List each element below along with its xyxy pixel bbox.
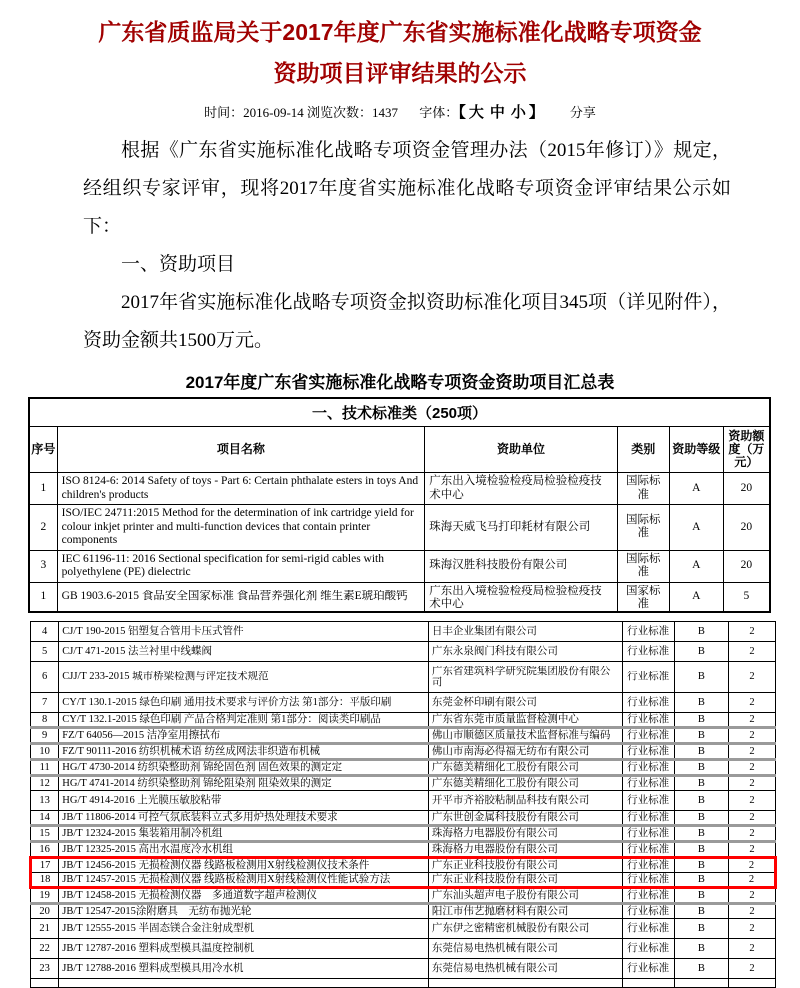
cell-category: 国际标准 <box>617 473 669 505</box>
cell-amount: 2 <box>729 641 776 661</box>
cell-project: JB/T 12788-2016 塑料成型模具用冷水机 <box>59 958 429 978</box>
table-row <box>29 473 770 505</box>
font-size-medium-button[interactable]: 中 <box>489 105 505 121</box>
cell-category <box>622 978 674 987</box>
cell-grade: B <box>674 743 728 759</box>
cell-amount: 2 <box>729 621 776 641</box>
cell-no: 23 <box>31 958 59 978</box>
cell-amount <box>729 978 776 987</box>
cell-amount: 20 <box>723 473 770 505</box>
table-section-header: 一、技术标准类（250项） <box>29 398 770 427</box>
cell-no: 19 <box>31 887 59 903</box>
cell-amount: 2 <box>729 743 776 759</box>
cell-org: 广东伊之密精密机械股份有限公司 <box>428 918 622 938</box>
font-size-small-button[interactable]: 小 <box>510 105 526 121</box>
cell-project: CY/T 130.1-2015 绿色印刷 通用技术要求与评价方法 第1部分：平版印刷 <box>59 692 429 712</box>
table-row <box>31 661 776 692</box>
cell-amount: 2 <box>729 692 776 712</box>
table-row <box>31 872 776 887</box>
cell-amount: 2 <box>729 938 776 958</box>
cell-project: CJJ/T 233-2015 城市桥梁检测与评定技术规范 <box>59 661 429 692</box>
cell-category: 行业标准 <box>622 918 674 938</box>
column-header-project: 项目名称 <box>57 427 425 473</box>
cell-no: 21 <box>31 918 59 938</box>
cell-org: 广东永泉阀门科技有限公司 <box>428 641 622 661</box>
cell-no: 16 <box>31 841 59 857</box>
cell-amount: 2 <box>729 759 776 775</box>
cell-project: FZ/T 90111-2016 纺织机械术语 纺丝成网法非织造布机械 <box>59 743 429 759</box>
cell-org: 珠海格力电器股份有限公司 <box>428 841 622 857</box>
cell-category: 行业标准 <box>622 775 674 790</box>
cell-org: 东莞信易电热机械有限公司 <box>428 958 622 978</box>
cell-grade: B <box>674 903 728 918</box>
paragraph-intro: 根据《广东省实施标准化战略专项资金管理办法（2015年修订）》规定，经组织专家评审，现将2017年度省实施标准化战略专项资金评审结果公示如下： <box>83 140 731 237</box>
cell-no: 14 <box>31 810 59 825</box>
table-title: 2017年度广东省实施标准化战略专项资金资助项目汇总表 <box>185 373 615 392</box>
font-size-controls <box>458 105 544 121</box>
table-row <box>29 505 770 551</box>
article-body <box>83 132 731 360</box>
cell-grade: B <box>674 641 728 661</box>
cell-org: 东莞信易电热机械有限公司 <box>428 938 622 958</box>
paragraph-funding-detail: 2017年省实施标准化战略专项资金拟资助标准化项目345项（详见附件），资助金额共1500万元。 <box>83 292 731 351</box>
cell-category: 行业标准 <box>622 727 674 743</box>
table-row <box>31 938 776 958</box>
font-label: 字体： <box>419 105 459 120</box>
cell-project: FZ/T 64056—2015 洁净室用擦拭布 <box>59 727 429 743</box>
cell-amount: 2 <box>729 872 776 887</box>
table-row <box>31 903 776 918</box>
cell-grade: A <box>669 550 723 582</box>
cell-project <box>59 978 429 987</box>
cell-no: 10 <box>31 743 59 759</box>
column-header-grade: 资助等级 <box>669 427 723 473</box>
cell-grade: B <box>674 759 728 775</box>
bracket-close: 】 <box>528 105 544 121</box>
cell-org: 广东正业科技股份有限公司 <box>428 872 622 887</box>
cell-category: 行业标准 <box>622 641 674 661</box>
table-row <box>31 621 776 641</box>
cell-grade: B <box>674 872 728 887</box>
cell-amount: 2 <box>729 825 776 841</box>
cell-category: 行业标准 <box>622 938 674 958</box>
cell-grade: B <box>674 775 728 790</box>
time-label: 时间： <box>204 105 244 120</box>
cell-org: 广东出入境检验检疫局检验检疫技术中心 <box>425 582 618 612</box>
cell-org: 广东世创金属科技股份有限公司 <box>428 810 622 825</box>
cell-no: 5 <box>31 641 59 661</box>
cell-grade: B <box>674 790 728 810</box>
cell-no: 7 <box>31 692 59 712</box>
cell-no: 13 <box>31 790 59 810</box>
cell-amount: 2 <box>729 712 776 727</box>
cell-category: 国际标准 <box>617 505 669 551</box>
cell-no: 4 <box>31 621 59 641</box>
cell-project: CJ/T 471-2015 法兰衬里中线蝶阀 <box>59 641 429 661</box>
table-row <box>31 712 776 727</box>
cell-no: 18 <box>31 872 59 887</box>
cell-org: 广东省东莞市质量监督检测中心 <box>428 712 622 727</box>
cell-category: 行业标准 <box>622 712 674 727</box>
cell-project: HG/T 4914-2016 上光膜压敏胶粘带 <box>59 790 429 810</box>
page-title-line1: 广东省质监局关于2017年度广东省实施标准化战略专项资金 <box>98 19 702 45</box>
cell-org: 东莞金杯印刷有限公司 <box>428 692 622 712</box>
cell-project: JB/T 12787-2016 塑料成型模具温度控制机 <box>59 938 429 958</box>
cell-amount: 2 <box>729 841 776 857</box>
cell-category: 行业标准 <box>622 743 674 759</box>
cell-no: 20 <box>31 903 59 918</box>
share-button[interactable]: 分享 <box>569 105 596 120</box>
table-row <box>31 759 776 775</box>
table-row <box>31 841 776 857</box>
cell-org: 珠海天威飞马打印耗材有限公司 <box>425 505 618 551</box>
cell-amount: 2 <box>729 887 776 903</box>
table-row <box>31 775 776 790</box>
cell-category: 行业标准 <box>622 958 674 978</box>
cell-amount: 20 <box>723 505 770 551</box>
cell-no: 9 <box>31 727 59 743</box>
table-row <box>29 582 770 612</box>
cell-no: 3 <box>29 550 57 582</box>
table-row <box>31 958 776 978</box>
time-value: 2016-09-14 <box>243 105 304 120</box>
cell-no: 11 <box>31 759 59 775</box>
column-header-amount: 资助额度（万元） <box>723 427 770 473</box>
bracket-open: 【 <box>458 105 466 121</box>
article-meta <box>0 102 800 124</box>
page-title-line2: 资助项目评审结果的公示 <box>273 60 527 86</box>
cell-no <box>31 978 59 987</box>
cell-no: 8 <box>31 712 59 727</box>
cell-no: 22 <box>31 938 59 958</box>
table-row <box>31 810 776 825</box>
cell-category: 国家标准 <box>617 582 669 612</box>
cell-project: JB/T 12325-2015 高出水温度冷水机组 <box>59 841 429 857</box>
table-row <box>31 918 776 938</box>
cell-org: 广东正业科技股份有限公司 <box>428 857 622 872</box>
cell-category: 行业标准 <box>622 810 674 825</box>
cell-amount: 2 <box>729 958 776 978</box>
cell-project: ISO 8124-6: 2014 Safety of toys - Part 6: Certain phthalate esters in toys And children's products <box>57 473 425 505</box>
cell-org: 佛山市南海必得福无纺布有限公司 <box>428 743 622 759</box>
cell-amount: 2 <box>729 857 776 872</box>
table-row <box>31 727 776 743</box>
cell-project: JB/T 11806-2014 可控气氛底装料立式多用炉热处理技术要求 <box>59 810 429 825</box>
table-row <box>31 978 776 987</box>
cell-grade <box>674 978 728 987</box>
cell-org: 广东出入境检验检疫局检验检疫技术中心 <box>425 473 618 505</box>
table-section-header-row <box>29 398 770 427</box>
cell-amount: 2 <box>729 903 776 918</box>
cell-no: 17 <box>31 857 59 872</box>
cell-org: 广东汕头超声电子股份有限公司 <box>428 887 622 903</box>
cell-grade: B <box>674 841 728 857</box>
cell-amount: 5 <box>723 582 770 612</box>
cell-grade: B <box>674 825 728 841</box>
table-row <box>29 550 770 582</box>
cell-project: JB/T 12457-2015 无损检测仪器 线路板检测用X射线检测仪性能试验方法 <box>59 872 429 887</box>
cell-category: 行业标准 <box>622 790 674 810</box>
cell-org: 珠海汉胜科技股份有限公司 <box>425 550 618 582</box>
cell-category: 行业标准 <box>622 887 674 903</box>
cell-amount: 2 <box>729 775 776 790</box>
column-header-category: 类别 <box>617 427 669 473</box>
document-page <box>0 12 800 988</box>
cell-no: 1 <box>29 582 57 612</box>
cell-org: 广东德美精细化工股份有限公司 <box>428 759 622 775</box>
cell-org: 广东德美精细化工股份有限公司 <box>428 775 622 790</box>
cell-project: HG/T 4741-2014 纺织染整助剂 锦纶阻染剂 阻染效果的测定 <box>59 775 429 790</box>
cell-grade: B <box>674 810 728 825</box>
cell-grade: B <box>674 857 728 872</box>
cell-project: HG/T 4730-2014 纺织染整助剂 锦纶固色剂 固色效果的测定定 <box>59 759 429 775</box>
cell-category: 行业标准 <box>622 857 674 872</box>
cell-project: ISO/IEC 24711:2015 Method for the determination of ink cartridge yield for colour inkjet printer and multi-function devices that contain printer components <box>57 505 425 551</box>
cell-grade: B <box>674 727 728 743</box>
cell-project: IEC 61196-11: 2016 Sectional specification for semi-rigid cables with polyethylene (PE) dielectric <box>57 550 425 582</box>
cell-project: GB 1903.6-2015 食品安全国家标准 食品营养强化剂 维生素E琥珀酸钙 <box>57 582 425 612</box>
cell-grade: B <box>674 958 728 978</box>
paragraph-section-heading: 一、资助项目 <box>121 254 236 275</box>
cell-grade: B <box>674 712 728 727</box>
cell-org: 珠海格力电器股份有限公司 <box>428 825 622 841</box>
cell-category: 行业标准 <box>622 621 674 641</box>
cell-no: 2 <box>29 505 57 551</box>
cell-amount: 2 <box>729 727 776 743</box>
table-column-header-row <box>29 427 770 473</box>
summary-table-part1 <box>28 397 771 613</box>
cell-project: JB/T 12547-2015涂附磨具 无纺布抛光轮 <box>59 903 429 918</box>
cell-grade: B <box>674 938 728 958</box>
cell-org: 阳江市伟艺抛磨材料有限公司 <box>428 903 622 918</box>
cell-no: 15 <box>31 825 59 841</box>
cell-category: 行业标准 <box>622 825 674 841</box>
font-size-large-button[interactable]: 大 <box>468 105 484 121</box>
table-row <box>31 743 776 759</box>
cell-category: 行业标准 <box>622 903 674 918</box>
cell-category: 行业标准 <box>622 872 674 887</box>
cell-org: 佛山市顺德区质量技术监督标准与编码 <box>428 727 622 743</box>
table-row <box>31 641 776 661</box>
cell-project: JB/T 12458-2015 无损检测仪器 多通道数字超声检测仪 <box>59 887 429 903</box>
cell-grade: A <box>669 473 723 505</box>
cell-grade: B <box>674 692 728 712</box>
cell-grade: B <box>674 918 728 938</box>
summary-table-part2 <box>29 621 777 988</box>
cell-category: 行业标准 <box>622 759 674 775</box>
cell-amount: 2 <box>729 918 776 938</box>
cell-amount: 2 <box>729 790 776 810</box>
cell-grade: B <box>674 621 728 641</box>
cell-grade: A <box>669 582 723 612</box>
cell-no: 1 <box>29 473 57 505</box>
cell-org <box>428 978 622 987</box>
cell-no: 6 <box>31 661 59 692</box>
table-row <box>31 857 776 872</box>
cell-org: 开平市齐裕胶粘制品科技有限公司 <box>428 790 622 810</box>
table-row <box>31 692 776 712</box>
page-title <box>50 12 750 94</box>
cell-no: 12 <box>31 775 59 790</box>
cell-org: 广东省建筑科学研究院集团股份有限公司 <box>428 661 622 692</box>
views-label: 浏览次数： <box>307 105 373 120</box>
cell-category: 行业标准 <box>622 692 674 712</box>
cell-project: CY/T 132.1-2015 绿色印刷 产品合格判定准则 第1部分：阅读类印刷品 <box>59 712 429 727</box>
table-row <box>31 887 776 903</box>
cell-org: 日丰企业集团有限公司 <box>428 621 622 641</box>
cell-amount: 20 <box>723 550 770 582</box>
cell-grade: B <box>674 887 728 903</box>
cell-project: JB/T 12324-2015 集装箱用制冷机组 <box>59 825 429 841</box>
views-value: 1437 <box>372 105 399 120</box>
table-row <box>31 825 776 841</box>
cell-category: 国际标准 <box>617 550 669 582</box>
cell-amount: 2 <box>729 661 776 692</box>
cell-category: 行业标准 <box>622 841 674 857</box>
cell-category: 行业标准 <box>622 661 674 692</box>
cell-grade: B <box>674 661 728 692</box>
cell-project: CJ/T 190-2015 铝塑复合管用卡压式管件 <box>59 621 429 641</box>
table-row <box>31 790 776 810</box>
column-header-no: 序号 <box>29 427 57 473</box>
column-header-org: 资助单位 <box>425 427 618 473</box>
cell-project: JB/T 12555-2015 半固态镁合金注射成型机 <box>59 918 429 938</box>
cell-project: JB/T 12456-2015 无损检测仪器 线路板检测用X射线检测仪技术条件 <box>59 857 429 872</box>
cell-grade: A <box>669 505 723 551</box>
cell-amount: 2 <box>729 810 776 825</box>
